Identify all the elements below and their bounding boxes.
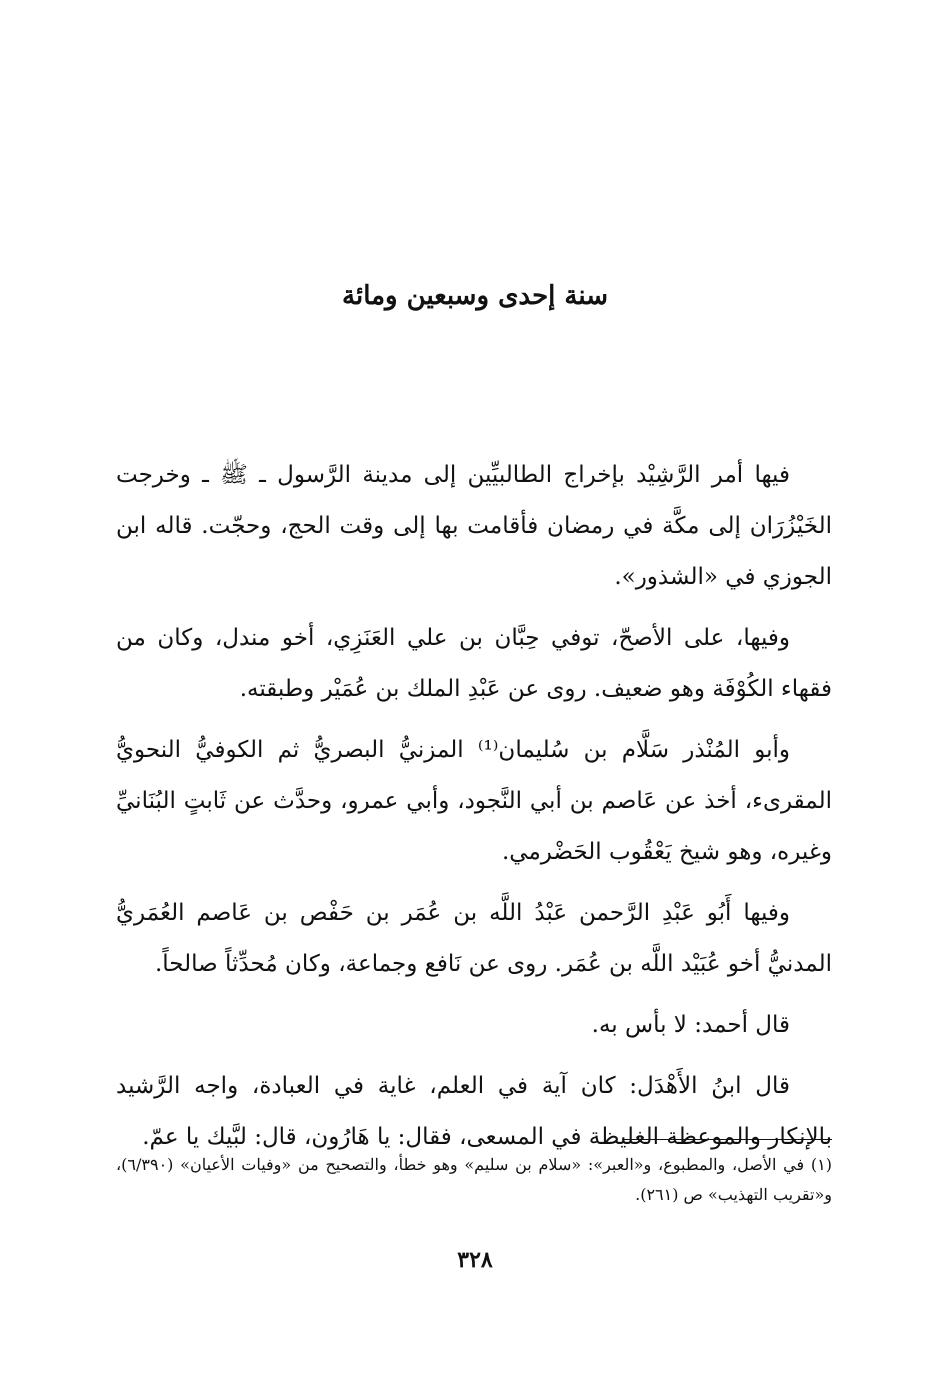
footnote: (١) في الأصل، والمطبوع، و«العبر»: «سلام بن سليم» وهو خطأ، والتصحيح من «وفيات الأعيان» (٦/٣٩٠)، و«تقريب التهذيب» ص (٢٦١). [116, 1155, 832, 1204]
paragraph: قال ابنُ الأَهْدَل: كان آية في العلم، غاية في العبادة، واجه الرَّشيد بالإنكار والموعظة الغليظة في المسعى، فقال: يا هَارُون، قال: لبَّيك يا عمّ. [116, 1073, 832, 1150]
paragraph: وفيها أَبُو عَبْدِ الرَّحمن عَبْدُ اللَّه بن عُمَر بن حَفْص بن عَاصم العُمَريُّ المدنيُّ أخو عُبَيْد اللَّه بن عُمَر. روى عن نَافع وجماعة، وكان مُحدِّثاً صالحاً. [116, 900, 832, 977]
main-text [116, 450, 832, 1173]
footnote-divider [622, 1139, 832, 1140]
paragraph: فيها أمر الرَّشِيْد بإخراج الطالبيِّين إلى مدينة الرَّسول ـ ﷺ ـ وخرجت الخَيْزُرَان إلى مكَّة في رمضان فأقامت بها إلى وقت الحج، وحجّت. قاله ابن الجوزي في «الشذور». [116, 462, 832, 590]
paragraph: وأبو المُنْذر سَلَّام بن سُليمان⁽¹⁾ المزنيُّ البصريُّ ثم الكوفيُّ النحويُّ المقرىء، أخذ عن عَاصم بن أبي النَّجود، وأبي عمرو، وحدَّث عن ثَابتٍ البُنَانيِّ وغيره، وهو شيخ يَعْقُوب الحَضْرمي. [116, 737, 832, 865]
footnotes [116, 1150, 832, 1210]
paragraph: وفيها، على الأصحّ، توفي حِبَّان بن علي العَنَزِي، أخو مندل، وكان من فقهاء الكُوْفَة وهو ضعيف. روى عن عَبْدِ الملك بن عُمَيْر وطبقته. [116, 625, 832, 702]
chapter-title: سنة إحدى وسبعين ومائة [342, 281, 608, 311]
paragraph: قال أحمد: لا بأس به. [591, 1012, 790, 1038]
page-number: ٣٢٨ [457, 1247, 493, 1273]
